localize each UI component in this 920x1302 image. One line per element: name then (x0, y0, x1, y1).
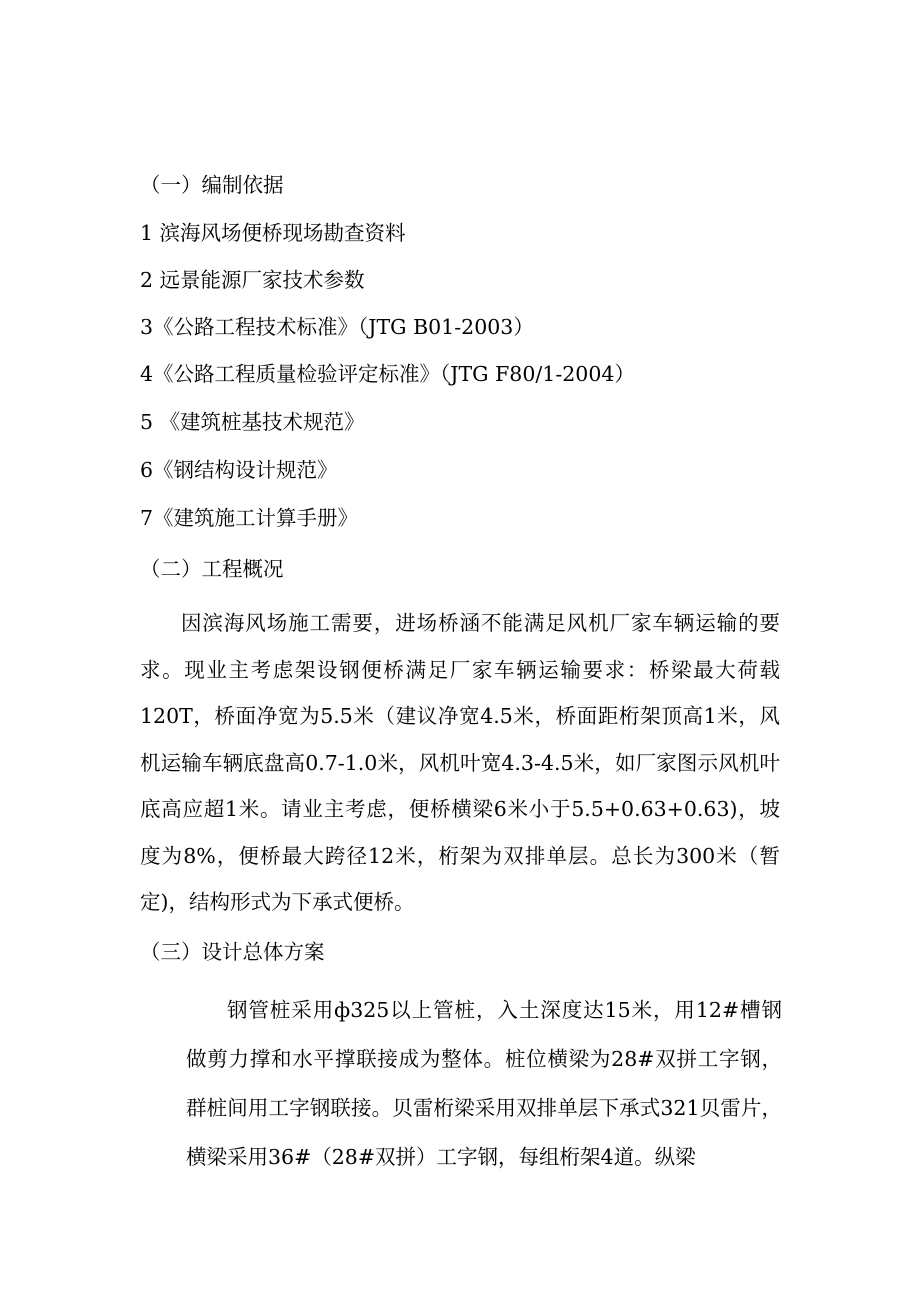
basis-item-7: 7《建筑施工计算手册》 (140, 506, 359, 530)
basis-item-1: 1 滨海风场便桥现场勘查资料 (140, 221, 406, 245)
basis-item-6: 6《钢结构设计规范》 (140, 458, 338, 482)
design-paragraph: 钢管桩采用ф325以上管桩，入土深度达15米，用12#槽钢做剪力撑和水平撑联接成为整体。桩位横梁为28#双拼工字钢，群桩间用工字钢联接。贝雷桁梁采用双排单层下承式321贝雷片，横梁采用36#（28#双拼）工字钢，每组桁架4道。纵梁 (186, 998, 782, 1169)
basis-item-4: 4《公路工程质量检验评定标准》（JTG F80/1-2004） (140, 362, 635, 386)
section-heading-design: （三）设计总体方案 (140, 940, 325, 964)
basis-item-2: 2 远景能源厂家技术参数 (140, 268, 365, 292)
section-heading-overview: （二）工程概况 (140, 557, 284, 581)
overview-paragraph: 因滨海风场施工需要，进场桥涵不能满足风机厂家车辆运输的要求。现业主考虑架设钢便桥满足厂家车辆运输要求：桥梁最大荷载120T，桥面净宽为5.5米（建议净宽4.5米，桥面距桁架顶高1米，风机运输车辆底盘高0.7-1.0米，风机叶宽4.3-4.5米，如厂家图示风机叶底高应超1米。请业主考虑，便桥横梁6米小于5.5+0.63+0.63)，坡度为8%，便桥最大跨径12米，桁架为双排单层。总长为300米（暂定)，结构形式为下承式便桥。 (140, 611, 780, 914)
section-heading-basis: （一）编制依据 (140, 173, 284, 197)
basis-item-5: 5 《建筑桩基技术规范》 (140, 410, 365, 434)
basis-item-3: 3《公路工程技术标准》（JTG B01-2003） (140, 315, 534, 339)
